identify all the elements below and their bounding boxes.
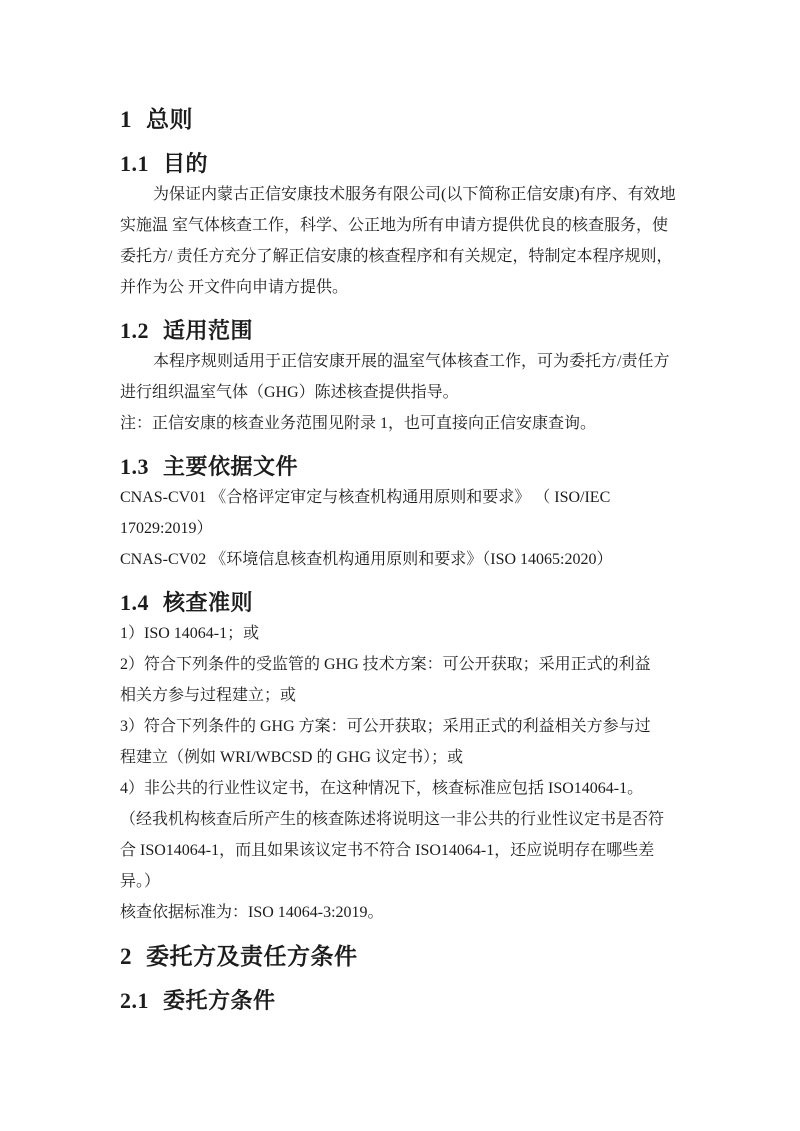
text-line: 相关方参与过程建立；或: [120, 687, 297, 704]
heading-criteria: [120, 588, 690, 618]
text-line: 4）非公共的行业性议定书，在这种情况下，核查标准应包括 ISO14064-1。: [120, 780, 644, 797]
text-line: 并作为公 开文件向申请方提供。: [120, 279, 349, 296]
text-line: 注：正信安康的核查业务范围见附录 1，也可直接向正信安康查询。: [120, 415, 597, 432]
heading-title: 委托方及责任方条件: [146, 944, 358, 969]
heading-client-conditions: [120, 986, 690, 1016]
heading-title: 适用范围: [163, 318, 254, 343]
text-line: CNAS-CV01 《合格评定审定与核查机构通用原则和要求》 （ ISO/IEC: [120, 489, 611, 506]
text-line: 为保证内蒙古正信安康技术服务有限公司(以下简称正信安康)有序、有效地: [153, 186, 676, 203]
paragraph-standard: [120, 897, 690, 928]
list-item-4: [120, 773, 690, 804]
paragraph-scope-note: [120, 408, 690, 439]
paragraph-purpose: [120, 179, 690, 303]
heading-general: [120, 104, 690, 136]
list-item-3: [120, 711, 690, 773]
heading-number: 1.2: [120, 318, 149, 343]
text-line: 1）ISO 14064-1；或: [120, 625, 260, 642]
heading-number: 1.1: [120, 151, 149, 176]
paragraph-item4-note: [120, 804, 690, 897]
text-line: 委托方/ 责任方充分了解正信安康的核查程序和有关规定，特制定本程序规则，: [120, 248, 673, 265]
heading-basis-documents: [120, 452, 690, 482]
heading-parties-conditions: [120, 941, 690, 973]
paragraph-cnas-cv02: [120, 544, 690, 575]
heading-purpose: [120, 149, 690, 179]
list-item-1: [120, 618, 690, 649]
heading-number: 1.3: [120, 454, 149, 479]
text-line: 进行组织温室气体（GHG）陈述核查提供指导。: [120, 384, 459, 401]
text-line: CNAS-CV02 《环境信息核查机构通用原则和要求》（ISO 14065:2020）: [120, 551, 613, 568]
text-line: 17029:2019）: [120, 520, 213, 537]
heading-title: 核查准则: [163, 590, 254, 615]
heading-title: 委托方条件: [163, 988, 276, 1013]
text-line: 2）符合下列条件的受监管的 GHG 技术方案：可公开获取；采用正式的利益: [120, 656, 651, 673]
paragraph-cnas-cv01: [120, 482, 690, 544]
heading-title: 总则: [146, 107, 193, 132]
text-line: （经我机构核查后所产生的核查陈述将说明这一非公共的行业性议定书是否符: [120, 811, 665, 828]
text-line: 合 ISO14064-1，而且如果该议定书不符合 ISO14064-1，还应说明存在哪些差: [120, 842, 655, 859]
list-item-2: [120, 649, 690, 711]
heading-number: 1: [120, 107, 132, 132]
heading-title: 目的: [163, 151, 209, 176]
heading-number: 2: [120, 944, 132, 969]
paragraph-scope: [120, 346, 690, 408]
text-line: 异。）: [120, 873, 161, 890]
text-line: 本程序规则适用于正信安康开展的温室气体核查工作，可为委托方/责任方: [153, 353, 670, 370]
text-line: 实施温 室气体核查工作，科学、公正地为所有申请方提供优良的核查服务，使: [120, 217, 669, 234]
heading-title: 主要依据文件: [163, 454, 299, 479]
heading-number: 2.1: [120, 988, 149, 1013]
heading-number: 1.4: [120, 590, 149, 615]
text-line: 3）符合下列条件的 GHG 方案：可公开获取；采用正式的利益相关方参与过: [120, 718, 651, 735]
text-line: 核查依据标准为：ISO 14064-3:2019。: [120, 904, 384, 921]
heading-scope: [120, 316, 690, 346]
text-line: 程建立（例如 WRI/WBCSD 的 GHG 议定书）；或: [120, 749, 464, 766]
